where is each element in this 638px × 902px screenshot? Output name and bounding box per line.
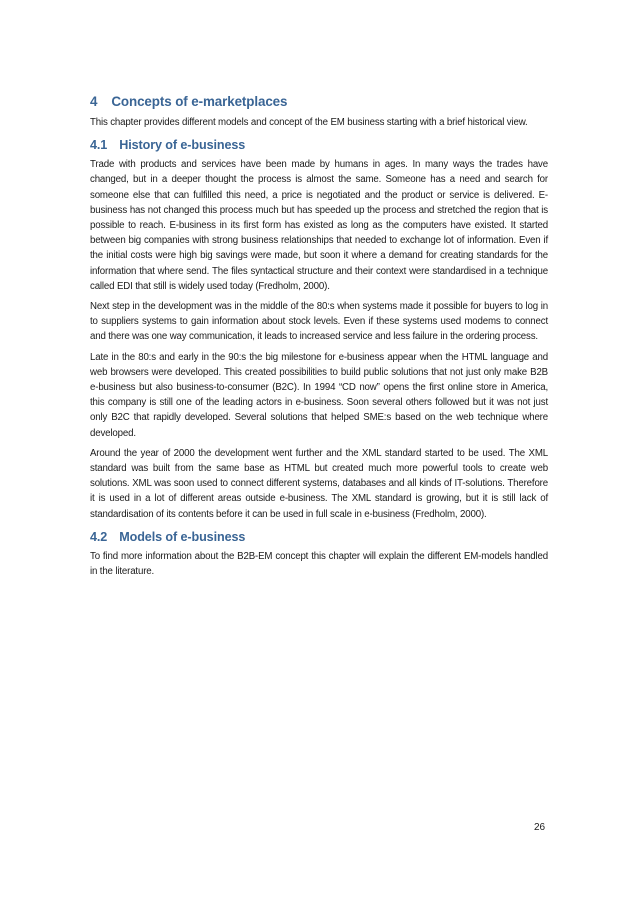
- subsection-number: 4.2: [90, 529, 108, 544]
- section-title: Concepts of e-marketplaces: [111, 94, 288, 109]
- document-page: [90, 94, 548, 584]
- page-number: 26: [534, 822, 546, 833]
- section-heading: [90, 94, 548, 109]
- subsection-title: History of e-business: [119, 138, 246, 153]
- subsection-title: Models of e-business: [119, 529, 246, 544]
- paragraph: Next step in the development was in the middle of the 80:s when systems made it possible for buyers to log in to suppliers systems to gain information about stock levels. Even if these systems used modems to connect and there was one way communication, it leads to increased service and less failure in the ordering process.: [90, 301, 548, 343]
- subsection-heading: [90, 138, 548, 152]
- subsection-history: [90, 138, 548, 522]
- paragraph: Around the year of 2000 the development went further and the XML standard started to be used. The XML standard was built from the same base as HTML but created much more powerful tools to create web solutions. XML was soon used to connect different systems, databases and all kinds of IT-solutions. Therefore it is used in a lot of different areas outside e-business. The XML standard is growing, but it is still lack of standardisation of its contents before it can be used in full scale in e-business (Fredholm, 2000).: [90, 447, 548, 520]
- paragraph: To find more information about the B2B-EM concept this chapter will explain the different EM-models handled in the literature.: [90, 550, 548, 578]
- subsection-models: [90, 530, 548, 579]
- section-number: 4: [90, 94, 98, 109]
- paragraph: Trade with products and services have been made by humans in ages. In many ways the trades have changed, but in a deeper thought the process is almost the same. Someone has a need and search for someone else that can fulfilled this need, a price is negotiated and the product or service is delivered. E-business has not changed this process much but has speeded up the process and stretched the region that is possible to reach. E-business in its first form has existed as long as the computers have existed. It started between big companies with strong business relationships that needed to exchange lot of information. Even if the initial costs were high big savings were made, but soon it where a demand for creating standards for the information that where send. The files syntactical structure and their context were standardised in a technique called EDI that still is widely used today (Fredholm, 2000).: [90, 159, 548, 292]
- subsection-heading: [90, 530, 548, 544]
- section-intro: This chapter provides different models and concept of the EM business starting with a brief historical view.: [90, 117, 528, 128]
- subsection-number: 4.1: [90, 138, 108, 153]
- paragraph: Late in the 80:s and early in the 90:s the big milestone for e-business appear when the HTML language and web browsers were developed. This created possibilities to build public solutions that not just only make B2B e-business but also business-to-consumer (B2C). In 1994 “CD now” opens the first online store in America, this company is still one of the leading actors in e-business. Soon several others followed but it was not just only B2C that rapidly developed. Several solutions that helped SME:s based on the web technique where developed.: [90, 351, 548, 439]
